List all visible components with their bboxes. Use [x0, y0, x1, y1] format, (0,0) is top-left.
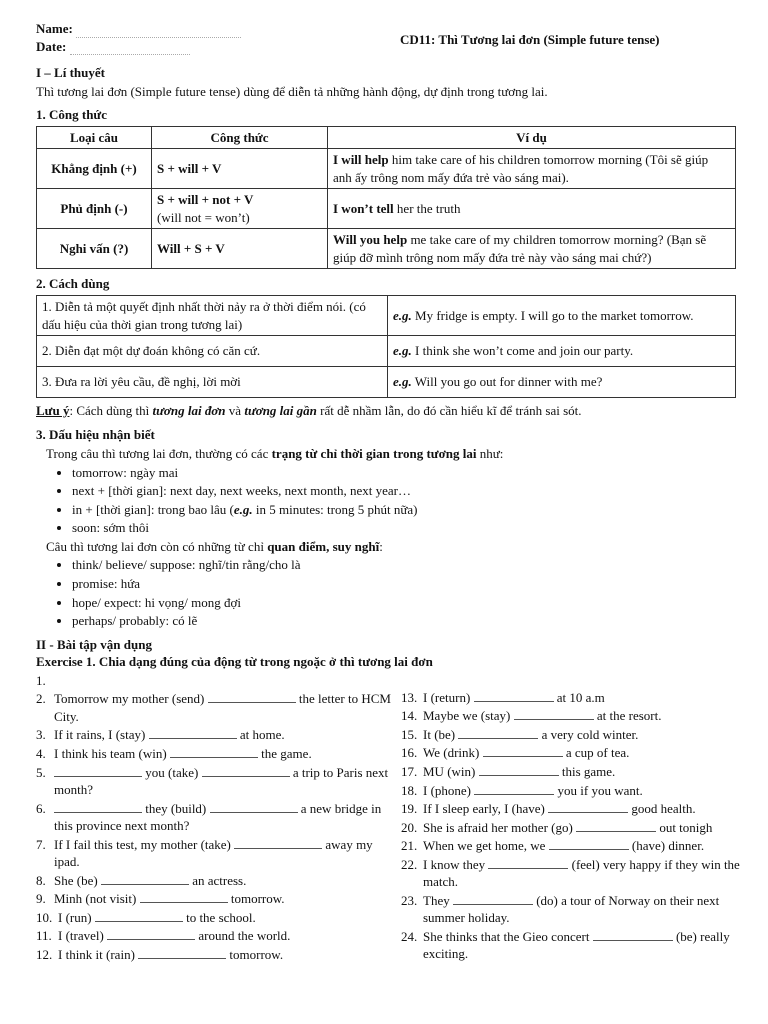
exercise-text — [54, 726, 401, 744]
exercise-text-part: When we get home, we — [423, 838, 549, 854]
exercise-text — [423, 689, 741, 707]
exercise-text-part: I (phone) — [423, 782, 475, 798]
exercise-text-part: to the school. — [182, 909, 256, 925]
list-item: • perhaps/ probably: có lẽ — [72, 612, 736, 630]
example-cell — [328, 189, 736, 229]
theory-heading: I – Lí thuyết — [36, 65, 105, 80]
answer-blank[interactable] — [95, 910, 183, 922]
usage-cell: 1. Diễn tả một quyết định nhất thời nảy ra ở thời điểm nói. (có dấu hiệu của thời gian trong tương lai) — [37, 296, 388, 336]
exercise-text-part: at 10 a.m — [553, 689, 605, 705]
exercise-text — [423, 837, 741, 855]
signs-intro — [36, 445, 736, 463]
exercise-text-part: If I sleep early, I (have) — [423, 801, 549, 817]
sentence-type: Khẳng định (+) — [37, 149, 152, 189]
example-bold: Will you help — [333, 232, 408, 248]
answer-blank[interactable] — [576, 820, 656, 832]
opinion-word-list — [36, 556, 736, 629]
answer-blank[interactable] — [548, 801, 628, 813]
exercise-text-part: I know they — [423, 856, 489, 872]
opinion-intro-bold: quan điểm, suy nghĩ — [267, 538, 380, 554]
exercise-item — [401, 819, 741, 837]
exercise-item — [401, 837, 741, 855]
list-item: • next + [thời gian]: next day, next weeks, next month, next year… — [72, 482, 736, 500]
signs-intro-text: như: — [476, 446, 504, 462]
exercise-text-part: We (drink) — [423, 745, 483, 761]
note-term: tương lai gần — [244, 403, 317, 419]
exercise-number: 11. — [36, 928, 52, 944]
worksheet-page — [36, 20, 740, 965]
exercise-text-part: you if you want. — [554, 782, 643, 798]
exercise-text-part: She thinks that the Gieo concert — [423, 928, 593, 944]
exercise-text-part: the game. — [257, 745, 312, 761]
exercise-text-part: (do) a tour of Norway on their next summer holiday. — [423, 892, 720, 926]
answer-blank[interactable] — [479, 764, 559, 776]
usage-heading: 2. Cách dùng — [36, 276, 110, 292]
formula-table-header — [37, 126, 736, 149]
answer-blank[interactable] — [210, 801, 298, 813]
exercise-text — [423, 800, 741, 818]
usage-example: My fridge is empty. I will go to the market tomorrow. — [411, 307, 694, 323]
exercise-number: 2. — [36, 691, 46, 707]
note-text: rất dễ nhầm lẫn, do đó cần hiểu kĩ để tránh sai sót. — [316, 403, 582, 419]
formula-cell — [152, 229, 328, 269]
exercise-text — [423, 856, 741, 891]
exercise-number: 24. — [401, 928, 418, 944]
exercise-text — [54, 890, 401, 908]
exercise-item — [36, 872, 401, 890]
answer-blank[interactable] — [101, 873, 189, 885]
example-bold: I won’t tell — [333, 201, 394, 217]
exercise-column-left — [36, 671, 401, 965]
example-bold: I will help — [333, 152, 389, 168]
answer-blank[interactable] — [483, 745, 563, 757]
exercise-text-part: this game. — [558, 763, 616, 779]
exercise-number: 3. — [36, 727, 46, 743]
exercise-text-part: (be) really exciting. — [423, 928, 730, 962]
exercise-item — [36, 745, 401, 763]
answer-blank[interactable] — [107, 928, 195, 940]
exercise-number: 10. — [36, 909, 53, 925]
formula-row-affirmative — [37, 149, 736, 189]
exercise-number: 22. — [401, 856, 418, 872]
example-rest: her the truth — [393, 201, 461, 217]
exercise-text-part: away my ipad. — [54, 836, 373, 870]
sentence-type: Phủ định (-) — [37, 189, 152, 229]
exercise-item — [401, 800, 741, 818]
sentence-type: Nghi vấn (?) — [37, 229, 152, 269]
signs-heading: 3. Dấu hiệu nhận biết — [36, 426, 155, 442]
exercise-text-part: at the resort. — [593, 708, 662, 724]
exercise-item — [401, 726, 741, 744]
exercise-text-part: Minh (not visit) — [54, 891, 140, 907]
exercise-item — [36, 726, 401, 744]
note-text: và — [225, 403, 245, 419]
exercise-text-part: tomorrow. — [227, 891, 285, 907]
usage-row — [37, 296, 736, 336]
formula-text: Will + S + V — [157, 241, 225, 257]
usage-cell: 3. Đưa ra lời yêu cầu, đề nghị, lời mời — [37, 367, 388, 398]
answer-blank[interactable] — [138, 947, 226, 959]
exercise-text-part: (feel) very happy if they win the match. — [423, 856, 740, 890]
exercise-number: 20. — [401, 819, 418, 835]
date-blank[interactable] — [70, 42, 190, 55]
usage-example-cell — [388, 367, 736, 398]
exercise-number: 9. — [36, 891, 46, 907]
exercise-text-part: Maybe we (stay) — [423, 708, 514, 724]
exercise-number: 14. — [401, 708, 418, 724]
exercise-text-part: a cup of tea. — [562, 745, 630, 761]
exercise-number: 5. — [36, 764, 46, 780]
note-text: : Cách dùng thì — [69, 403, 153, 419]
exercise-text-part: It (be) — [423, 726, 459, 742]
exercise-text — [54, 690, 401, 725]
exercise-number: 6. — [36, 800, 46, 816]
answer-blank[interactable] — [54, 765, 142, 777]
exercise-item — [36, 909, 401, 927]
exercise-item — [401, 892, 741, 927]
exercise-item — [401, 707, 741, 725]
usage-example: I think she won’t come and join our party. — [411, 343, 634, 359]
exercise-text — [58, 909, 401, 927]
exercise-number: 13. — [401, 689, 418, 705]
exercise-text-part: an actress. — [188, 872, 247, 888]
exercise-text-part: I think it (rain) — [58, 946, 139, 962]
formula-row-negative — [37, 189, 736, 229]
exercise-text-part: She (be) — [54, 872, 101, 888]
exercise-text — [54, 836, 401, 871]
exercise-number: 16. — [401, 745, 418, 761]
date-label: Date: — [36, 38, 67, 54]
answer-blank[interactable] — [514, 708, 594, 720]
list-item-text: in + [thời gian]: trong bao lâu ( — [72, 501, 234, 517]
exercise-text-part: good health. — [628, 801, 696, 817]
formula-table — [36, 126, 736, 270]
opinion-intro-text: : — [379, 538, 383, 554]
formula-heading: 1. Công thức — [36, 107, 107, 123]
exercise-item — [36, 927, 401, 945]
eg-label: e.g. — [393, 374, 412, 390]
formula-text: S + will + V — [157, 160, 222, 176]
answer-blank[interactable] — [234, 837, 322, 849]
example-rest: me take care of my children tomorrow morning? (Bạn sẽ giúp đỡ mình trông nom mấy đứa trẻ này vào sáng mai chứ?) — [333, 232, 707, 265]
formula-col-header: Công thức — [152, 126, 328, 149]
exercise-text-part: they (build) — [142, 800, 210, 816]
exercise-text-part: I think his team (win) — [54, 745, 170, 761]
formula-cell — [152, 189, 328, 229]
exercise-item — [36, 890, 401, 908]
formula-col-header: Loại câu — [37, 126, 152, 149]
exercise-text-part: a new bridge in this province next month? — [54, 800, 382, 834]
time-adverb-list — [36, 464, 736, 537]
exercise-text — [54, 800, 401, 835]
exercise-text-part: MU (win) — [423, 763, 479, 779]
exercise-item — [401, 744, 741, 762]
exercise-text — [423, 707, 741, 725]
example-cell — [328, 149, 736, 189]
exercise-column-right — [401, 688, 741, 965]
formula-col-header: Ví dụ — [328, 126, 736, 149]
answer-blank[interactable] — [474, 690, 554, 702]
exercise-item — [401, 928, 741, 963]
exercise-text-part: the letter to HCM City. — [54, 691, 391, 724]
exercise-number: 21. — [401, 838, 418, 854]
note-term: tương lai đơn — [152, 403, 226, 419]
exercise-text — [58, 946, 401, 964]
usage-example-cell — [388, 296, 736, 336]
usage-example-cell — [388, 336, 736, 367]
name-label: Name: — [36, 21, 73, 36]
exercise-text-part: I (run) — [58, 909, 95, 925]
exercise-text — [423, 763, 741, 781]
exercise-item — [401, 763, 741, 781]
exercise-number: 12. — [36, 946, 53, 962]
eg-label: e.g. — [233, 501, 253, 517]
answer-blank[interactable] — [54, 801, 142, 813]
exercise-text — [423, 782, 741, 800]
exercise-text — [423, 892, 741, 927]
signs-intro-bold: trạng từ chỉ thời gian trong tương lai — [271, 446, 477, 462]
answer-blank[interactable] — [208, 691, 296, 703]
exercise-text-part: I (return) — [423, 689, 474, 705]
exercise-item — [36, 672, 401, 690]
list-item: • tomorrow: ngày mai — [72, 464, 736, 482]
eg-label: e.g. — [393, 307, 412, 323]
exercise-item — [36, 800, 401, 835]
exercise-columns — [36, 671, 741, 965]
exercise-text-part: at home. — [236, 727, 285, 743]
answer-blank[interactable] — [549, 838, 629, 850]
opinion-intro-text: Câu thì tương lai đơn còn có những từ chỉ — [46, 538, 268, 554]
worksheet-header — [36, 20, 736, 60]
exercise-title: Exercise 1. Chia dạng đúng của động từ trong ngoặc ở thì tương lai đơn — [36, 654, 433, 670]
exercise-number: 17. — [401, 763, 418, 779]
formula-note: (will not = won’t) — [157, 209, 250, 225]
list-item: • hope/ expect: hi vọng/ mong đợi — [72, 594, 736, 612]
answer-blank[interactable] — [149, 727, 237, 739]
exercise-text — [423, 928, 741, 963]
exercise-item — [401, 782, 741, 800]
exercise-text-part: If it rains, I (stay) — [54, 727, 149, 743]
exercise-number: 23. — [401, 892, 418, 908]
exercise-text-part: (have) dinner. — [628, 838, 705, 854]
exercise-item — [36, 946, 401, 964]
exercise-number: 1. — [36, 672, 46, 688]
exercise-text — [58, 927, 401, 945]
exercise-item — [401, 689, 741, 707]
exercise-text — [54, 672, 401, 690]
answer-blank[interactable] — [453, 893, 533, 905]
exercise-item — [36, 836, 401, 871]
list-item — [72, 501, 736, 519]
formula-row-interrogative — [37, 229, 736, 269]
exercise-text — [54, 872, 401, 890]
usage-cell: 2. Diễn đạt một dự đoán không có căn cứ. — [37, 336, 388, 367]
list-item-text: in 5 minutes: trong 5 phút nữa) — [252, 501, 418, 517]
exercise-text-part: If I fail this test, my mother (take) — [54, 836, 235, 852]
exercise-number: 15. — [401, 726, 418, 742]
exercise-text — [423, 819, 741, 837]
usage-table — [36, 295, 736, 398]
opinion-intro — [36, 538, 736, 556]
note-paragraph — [36, 402, 736, 420]
answer-blank[interactable] — [474, 783, 554, 795]
exercise-text-part: out tonigh — [656, 819, 713, 835]
exercise-item — [36, 690, 401, 725]
exercise-text — [423, 744, 741, 762]
exercise-number: 8. — [36, 872, 46, 888]
answer-blank[interactable] — [488, 857, 568, 869]
exercise-text-part: a trip to Paris next month? — [54, 764, 389, 798]
practice-heading: II - Bài tập vận dụng — [36, 636, 152, 652]
usage-row — [37, 367, 736, 398]
answer-blank[interactable] — [170, 746, 258, 758]
exercise-text-part: Tomorrow my mother (send) — [54, 691, 208, 707]
exercise-number: 18. — [401, 782, 418, 798]
exercise-text-part: She is afraid her mother (go) — [423, 819, 577, 835]
exercise-text — [54, 764, 401, 799]
exercise-text — [54, 745, 401, 763]
exercise-number: 4. — [36, 745, 46, 761]
formula-cell — [152, 149, 328, 189]
example-rest: him take care of his children tomorrow morning (Tôi sẽ giúp anh ấy trông nom mấy đứa trẻ vào sáng mai). — [333, 152, 709, 185]
answer-blank[interactable] — [140, 891, 228, 903]
list-item: • soon: sớm thôi — [72, 519, 736, 537]
worksheet-title: CD11: Thì Tương lai đơn (Simple future tense) — [400, 32, 660, 47]
exercise-text-part: a very cold winter. — [538, 726, 639, 742]
theory-intro: Thì tương lai đơn (Simple future tense) dùng để diễn tả những hành động, dự định trong tương lai. — [36, 83, 548, 99]
answer-blank[interactable] — [593, 929, 673, 941]
exercise-number: 19. — [401, 801, 418, 817]
exercise-text-part: around the world. — [195, 928, 291, 944]
list-item: • think/ believe/ suppose: nghĩ/tin rằng/cho là — [72, 556, 736, 574]
example-cell — [328, 229, 736, 269]
exercise-number: 7. — [36, 836, 46, 852]
note-label: Lưu ý — [36, 403, 70, 419]
answer-blank[interactable] — [202, 765, 290, 777]
exercise-item — [401, 856, 741, 891]
exercise-text-part: you (take) — [142, 764, 202, 780]
exercise-text — [423, 726, 741, 744]
exercise-text-part: tomorrow. — [226, 946, 284, 962]
answer-blank[interactable] — [458, 727, 538, 739]
name-blank[interactable] — [76, 25, 241, 38]
formula-text: S + will + not + V — [157, 192, 254, 208]
usage-row — [37, 336, 736, 367]
usage-example: Will you go out for dinner with me? — [411, 374, 603, 390]
eg-label: e.g. — [393, 343, 412, 359]
exercise-text-part: They — [423, 892, 453, 908]
list-item: • promise: hứa — [72, 575, 736, 593]
exercise-text-part: I (travel) — [58, 928, 108, 944]
signs-intro-text: Trong câu thì tương lai đơn, thường có các — [46, 446, 272, 462]
exercise-item — [36, 764, 401, 799]
